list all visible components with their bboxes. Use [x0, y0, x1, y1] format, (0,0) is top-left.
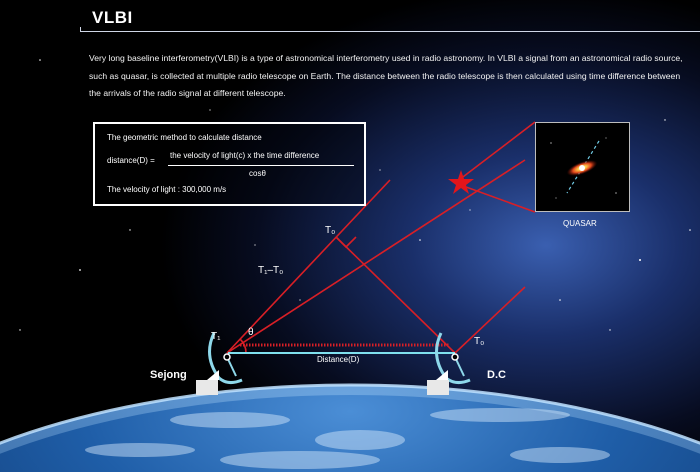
intro-paragraph: Very long baseline interferometry(VLBI) is a type of astronomical interferometry used in radio astronomy. In VLBI a signal from an astronomical radio source, such as quasar, is collected at multiple radio telescope on Earth. The distance between the radio telescope is then calculated using time difference between the arrivals of the radio signal at different telescope. — [89, 53, 683, 99]
t1-label: T₁ — [211, 331, 221, 342]
distance-label: Distance(D) — [317, 355, 360, 364]
sejong-label: Sejong — [150, 369, 187, 381]
title-divider — [80, 31, 700, 32]
formula-numerator: the velocity of light(c) x the time difference — [170, 151, 320, 160]
formula-speed-note: The velocity of light : 300,000 m/s — [107, 185, 227, 194]
formula-fraction-bar — [168, 165, 354, 166]
quasar-illustration — [536, 123, 630, 212]
formula-lhs: distance(D) = — [107, 156, 155, 165]
theta-label: θ — [248, 327, 254, 338]
title-divider-notch — [80, 27, 81, 32]
formula-heading: The geometric method to calculate distance — [107, 133, 262, 142]
time-difference-label: T₁–T₀ — [258, 265, 284, 276]
t0-right-label: T₀ — [474, 336, 485, 347]
quasar-image — [535, 122, 630, 212]
formula-box — [93, 122, 366, 206]
t0-top-label: T₀ — [325, 225, 336, 236]
quasar-label: QUASAR — [563, 219, 597, 228]
dc-label: D.C — [487, 369, 506, 381]
formula-denominator: cosθ — [249, 169, 266, 178]
page-title: VLBI — [92, 8, 133, 27]
